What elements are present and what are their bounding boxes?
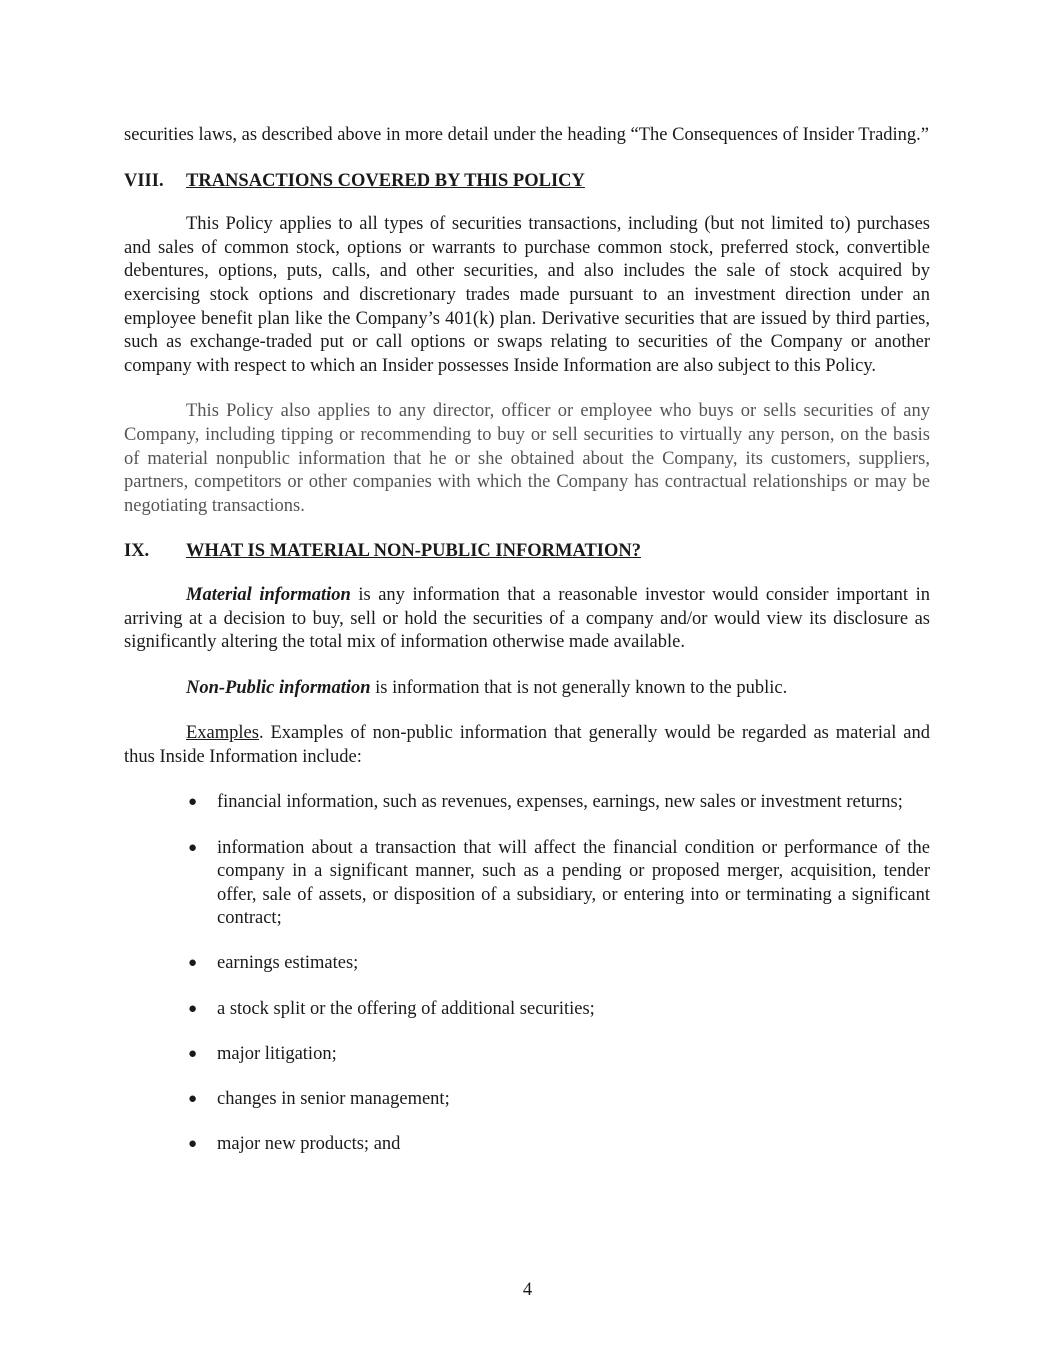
defined-term: Material information xyxy=(186,584,351,605)
section-number: IX. xyxy=(124,541,150,562)
list-item: ● changes in senior management; xyxy=(124,1088,930,1112)
definition-text: is any information that a reasonable investor would consider important in arriving at a decision to buy, sell or hold the securities of a company and/or would view its disclosure as significantly altering the total mix of information otherwise made available. xyxy=(124,584,930,653)
bullet-icon: ● xyxy=(188,794,198,811)
paragraph-non-public-information xyxy=(124,677,930,701)
section-title: WHAT IS MATERIAL NON-PUBLIC INFORMATION? xyxy=(186,541,642,562)
examples-text: . Examples of non-public information that generally would be regarded as material and thus Inside Information include: xyxy=(124,723,930,767)
intro-paragraph: securities laws, as described above in more detail under the heading “The Consequences of Insider Trading.” xyxy=(124,125,930,145)
page-number: 4 xyxy=(522,1280,533,1300)
definition-text: is information that is not generally known to the public. xyxy=(370,677,788,698)
bullet-icon: ● xyxy=(188,955,198,972)
bullet-icon: ● xyxy=(188,1000,198,1017)
paragraph-material-information xyxy=(124,584,930,655)
bullet-icon: ● xyxy=(188,1045,198,1062)
paragraph-policy-also-applies: This Policy also applies to any director, officer or employee who buys or sells securities of any Company, including tipping or recommending to buy or sell securities to virtually any person, on the basis of material nonpublic information that he or she obtained about the Company, its customers, suppliers, partners, competitors or other companies with which the Company has contractual relationships or may be negotiating transactions. xyxy=(124,401,930,516)
document-page xyxy=(124,124,930,1178)
list-item: ● a stock split or the offering of additional securities; xyxy=(124,998,930,1022)
list-item: ● major litigation; xyxy=(124,1043,930,1067)
examples-list xyxy=(124,791,930,1156)
section-number: VIII. xyxy=(124,170,164,191)
bullet-icon: ● xyxy=(188,1090,198,1107)
section-heading-ix xyxy=(124,540,930,564)
section-heading-viii xyxy=(124,170,930,194)
examples-label: Examples xyxy=(186,723,259,744)
list-item: ● earnings estimates; xyxy=(124,952,930,976)
bullet-icon: ● xyxy=(188,839,198,856)
list-item: ● information about a transaction that will affect the financial condition or performance of the company in a significant manner, such as a pending or proposed merger, acquisition, tender offer, sale of assets, or disposition of a subsidiary, or entering into or terminating a significant contract; xyxy=(188,837,930,929)
paragraph-examples xyxy=(124,722,930,769)
list-item: ● financial information, such as revenues, expenses, earnings, new sales or investment returns; xyxy=(124,791,930,815)
section-title: TRANSACTIONS COVERED BY THIS POLICY xyxy=(186,170,585,191)
bullet-icon: ● xyxy=(188,1135,198,1152)
list-item: ● major new products; and xyxy=(124,1133,930,1157)
defined-term: Non-Public information xyxy=(186,677,371,698)
paragraph-transactions-covered: This Policy applies to all types of securities transactions, including (but not limited to) purchases and sales of common stock, options or warrants to purchase common stock, preferred stock, convertible debentures, options, puts, calls, and other securities, and also includes the sale of stock acquired by exercising stock options and discretionary trades made pursuant to an investment direction under an employee benefit plan like the Company’s 401(k) plan. Derivative securities that are issued by third parties, such as exchange-traded put or call options or swaps relating to securities of the Company or another company with respect to which an Insider possesses Inside Information are also subject to this Policy. xyxy=(124,214,930,376)
